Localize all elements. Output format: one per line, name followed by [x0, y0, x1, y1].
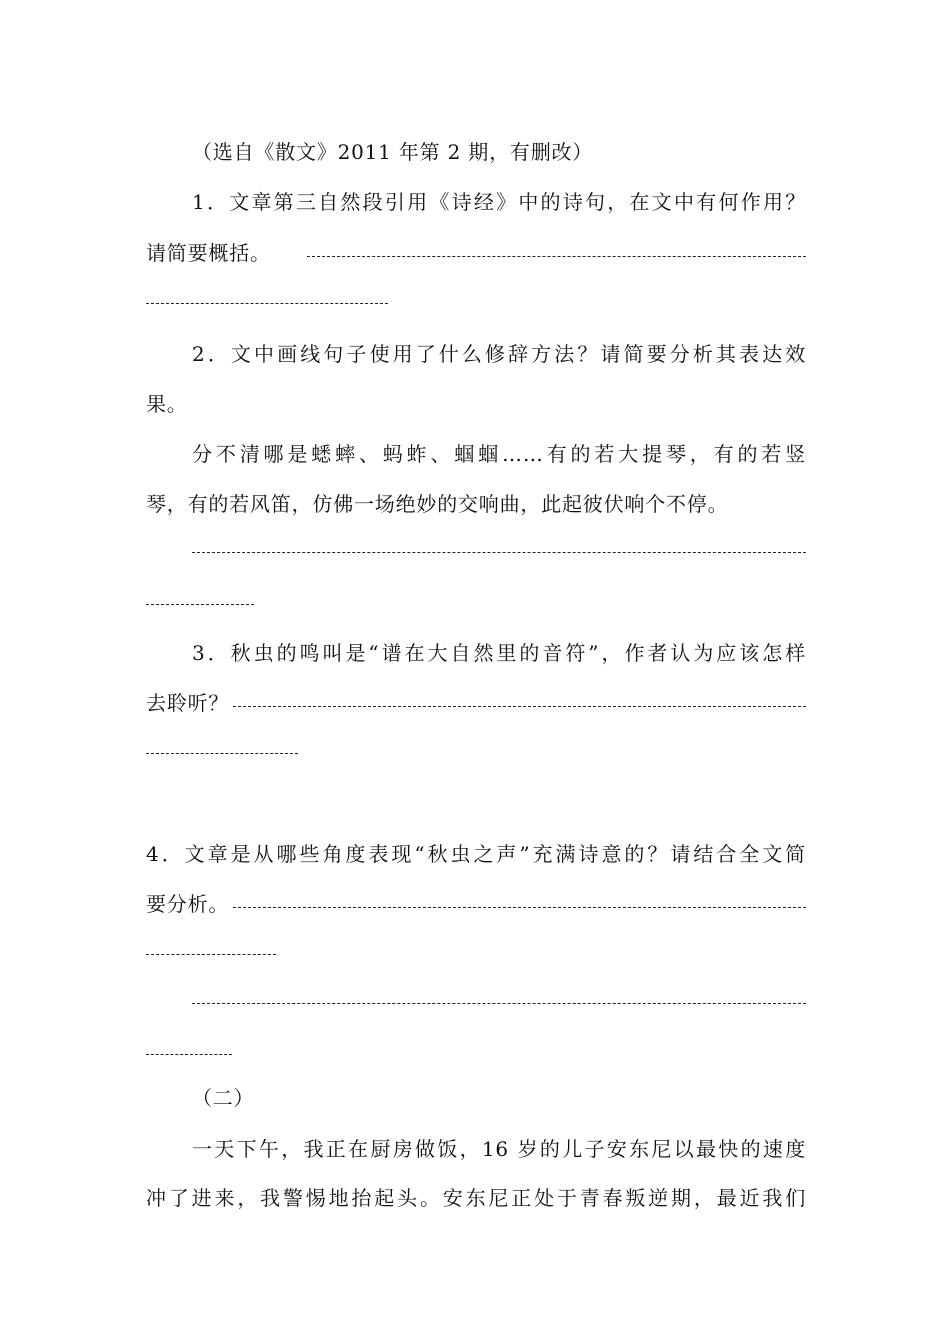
question-4-line-1: 4．文章是从哪些角度表现“秋虫之声”充满诗意的？请结合全文简 [146, 842, 806, 866]
section-2-paragraph-line-2: 冲了进来，我警惕地抬起头。安东尼正处于青春叛逆期，最近我们 [146, 1186, 806, 1210]
answer-blank-line[interactable] [192, 552, 806, 553]
answer-blank-line[interactable] [146, 303, 388, 304]
answer-blank-line[interactable] [233, 907, 806, 908]
question-3-line-2: 去聆听？ [146, 691, 230, 715]
question-4-answer-row [146, 891, 806, 917]
source-note: （选自《散文》2011 年第 2 期，有删改） [192, 140, 594, 164]
question-2-line-2: 果。 [146, 392, 188, 416]
question-2-line-1: 2．文中画线句子使用了什么修辞方法？请简要分析其表达效 [192, 342, 806, 366]
underlined-quote-line-2: 琴，有的若风笛，仿佛一场绝妙的交响曲，此起彼伏响个不停。 [146, 492, 729, 516]
answer-blank-line[interactable] [146, 753, 298, 754]
question-3-line-1: 3．秋虫的鸣叫是“谱在大自然里的音符”，作者认为应该怎样 [192, 641, 806, 665]
answer-blank-line[interactable] [233, 706, 806, 707]
question-1-line-1: 1．文章第三自然段引用《诗经》中的诗句，在文中有何作用？ [192, 190, 806, 214]
answer-blank-line[interactable] [146, 1054, 232, 1055]
section-2-heading: （二） [192, 1086, 255, 1110]
underlined-quote-line-1: 分不清哪是蟋蟀、蚂蚱、蝈蝈……有的若大提琴，有的若竖 [192, 442, 806, 466]
answer-blank-line[interactable] [146, 954, 276, 955]
answer-blank-line[interactable] [192, 1003, 806, 1004]
question-1-line-2: 请简要概括。 [146, 241, 271, 265]
answer-blank-line[interactable] [307, 256, 806, 257]
question-4-line-2: 要分析。 [146, 892, 230, 916]
question-1-answer-row [146, 240, 806, 266]
section-2-paragraph-line-1: 一天下午，我正在厨房做饭，16 岁的儿子安东尼以最快的速度 [192, 1137, 806, 1161]
question-3-answer-row [146, 690, 806, 716]
answer-blank-line[interactable] [146, 604, 254, 605]
